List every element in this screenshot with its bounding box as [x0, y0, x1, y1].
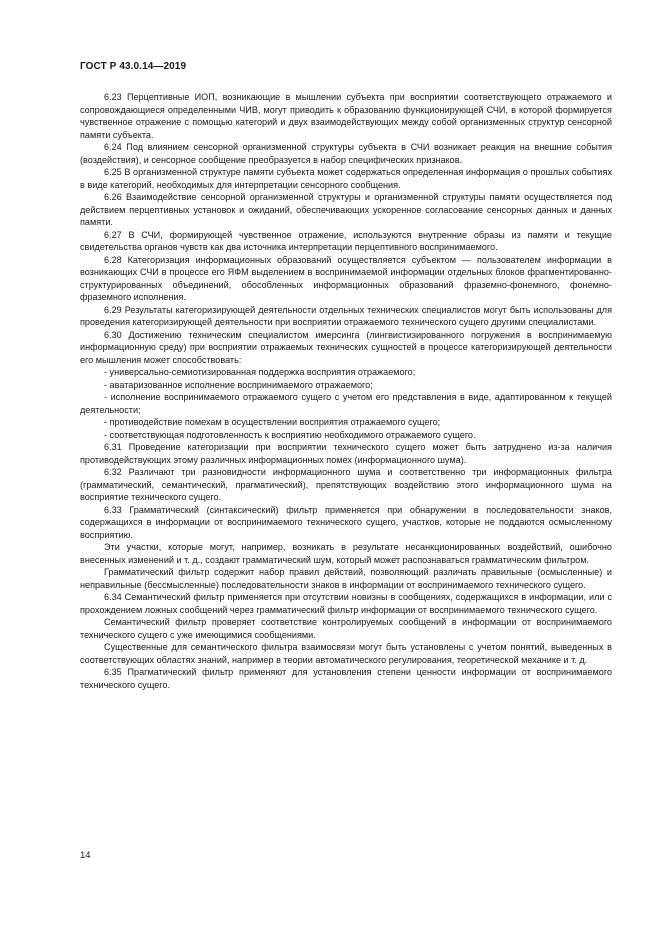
paragraph: Эти участки, которые могут, например, возникать в результате несанкционированных воздействий, ошибочно внесенных изменений и т. д., создают грамматический шум, который может распознаваться грамматическим фильтром.	[80, 542, 612, 565]
paragraph: 6.34 Семантический фильтр применяется при отсутствии новизны в сообщениях, содержащихся в информации, или с прохождением ложных сообщений через грамматический фильтр информации от воспринимаемого технического сущего.	[80, 592, 612, 615]
paragraph: 6.24 Под влиянием сенсорной организменной структуры субъекта в СЧИ возникает реакция на внешние события (воздействия), и сенсорное сообщение преобразуется в набор специфических признаков.	[80, 142, 612, 165]
paragraph: 6.26 Взаимодействие сенсорной организменной структуры и организменной структуры памяти осуществляется под действием перцептивных установок и ожиданий, обеспечивающих ускоренное согласование сенсорных данных и данных памяти.	[80, 192, 612, 227]
list-item: - аватаризованное исполнение воспринимаемого отражаемого;	[104, 379, 373, 390]
paragraph: 6.32 Различают три разновидности информационного шума и соответственно три информационных фильтра (грамматический, семантический, прагматический), препятствующих воздействию этого информационного шума на восприятие технического сущего.	[80, 467, 612, 502]
paragraph: Существенные для семантического фильтра взаимосвязи могут быть установлены с учетом понятий, выведенных в соответствующих областях знаний, например в теории автоматического регулирования, теоретической механике и т. д.	[80, 642, 612, 665]
paragraph: 6.29 Результаты категоризирующей деятельности отдельных технических специалистов могут быть использованы для проведения категоризирующей деятельности при восприятии отражаемого технического сущего другими специалистами.	[80, 304, 612, 327]
document-header: ГОСТ Р 43.0.14—2019	[80, 61, 187, 72]
paragraph: 6.23 Перцептивные ИОП, возникающие в мышлении субъекта при восприятии соответствующего отражаемого и сопровождающиеся определенными ЧИВ, могут приводить к образованию функционирующей СЧИ, в которой формируется чувственное отражение с помощью категорий и двух взаимодействующих между собой организменных структур сенсорной памяти субъекта.	[80, 92, 612, 140]
paragraph: 6.35 Прагматический фильтр применяют для установления степени ценности информации от воспринимаемого технического сущего.	[80, 667, 612, 690]
paragraph: 6.30 Достижению техническим специалистом имерсинга (лингвистизированного погружения в воспринимаемую информационную среду) при восприятии отражаемых технических сущностей в процессе категоризирующей деятельности его мышления может способствовать:	[80, 329, 612, 365]
list-item: - исполнение воспринимаемого отражаемого сущего с учетом его представления в виде, адаптированном к текущей деятельности;	[80, 392, 612, 415]
list-item: - универсально-семиотизированная поддержка восприятия отражаемого;	[104, 367, 416, 377]
paragraph: 6.25 В организменной структуре памяти субъекта может содержаться определенная информация о прошлых событиях в виде категорий, необходимых для интерпретации сенсорного сообщения.	[80, 167, 612, 190]
list-item: - соответствующая подготовленность к восприятию необходимого отражаемого сущего.	[104, 429, 476, 440]
page-number: 14	[80, 850, 91, 861]
document-body	[80, 91, 612, 691]
list-item: - противодействие помехам в осуществлении восприятия отражаемого сущего;	[104, 417, 441, 427]
paragraph: 6.27 В СЧИ, формирующей чувственное отражение, используются внутренние образы из памяти и текущие свидетельства органов чувств как два источника интерпретации перцептивного воспринимаемого.	[80, 229, 612, 252]
paragraph: 6.33 Грамматический (синтаксический) фильтр применяется при обнаружении в последовательности знаков, содержащихся в информации от воспринимаемого технического сущего, участков, которые не поддаются осмысленному восприятию.	[80, 504, 612, 540]
paragraph: Семантический фильтр проверяет соответствие контролируемых сообщений в информации от воспринимаемого технического сущего с уже имеющимися сообщениями.	[80, 617, 612, 640]
paragraph: Грамматический фильтр содержит набор правил действий, позволяющий различать правильные (осмысленные) и неправильные (бессмысленные) последовательности знаков в информации от воспринимаемого технического сущего.	[80, 567, 612, 590]
paragraph: 6.28 Категоризация информационных образований осуществляется субъектом — пользователем информации в возникающих СЧИ в процессе его ЯФМ выделением в воспринимаемой информации отдельных блоков фрагментированно-структурированных объединений, обособленных информационных образований фраземно-фонемного, фонемно-фраземного исполнения.	[80, 254, 612, 302]
paragraph: 6.31 Проведение категоризации при восприятии технического сущего может быть затруднено из-за наличия противодействующих этому различных информационных помех (информационного шума).	[80, 442, 612, 465]
